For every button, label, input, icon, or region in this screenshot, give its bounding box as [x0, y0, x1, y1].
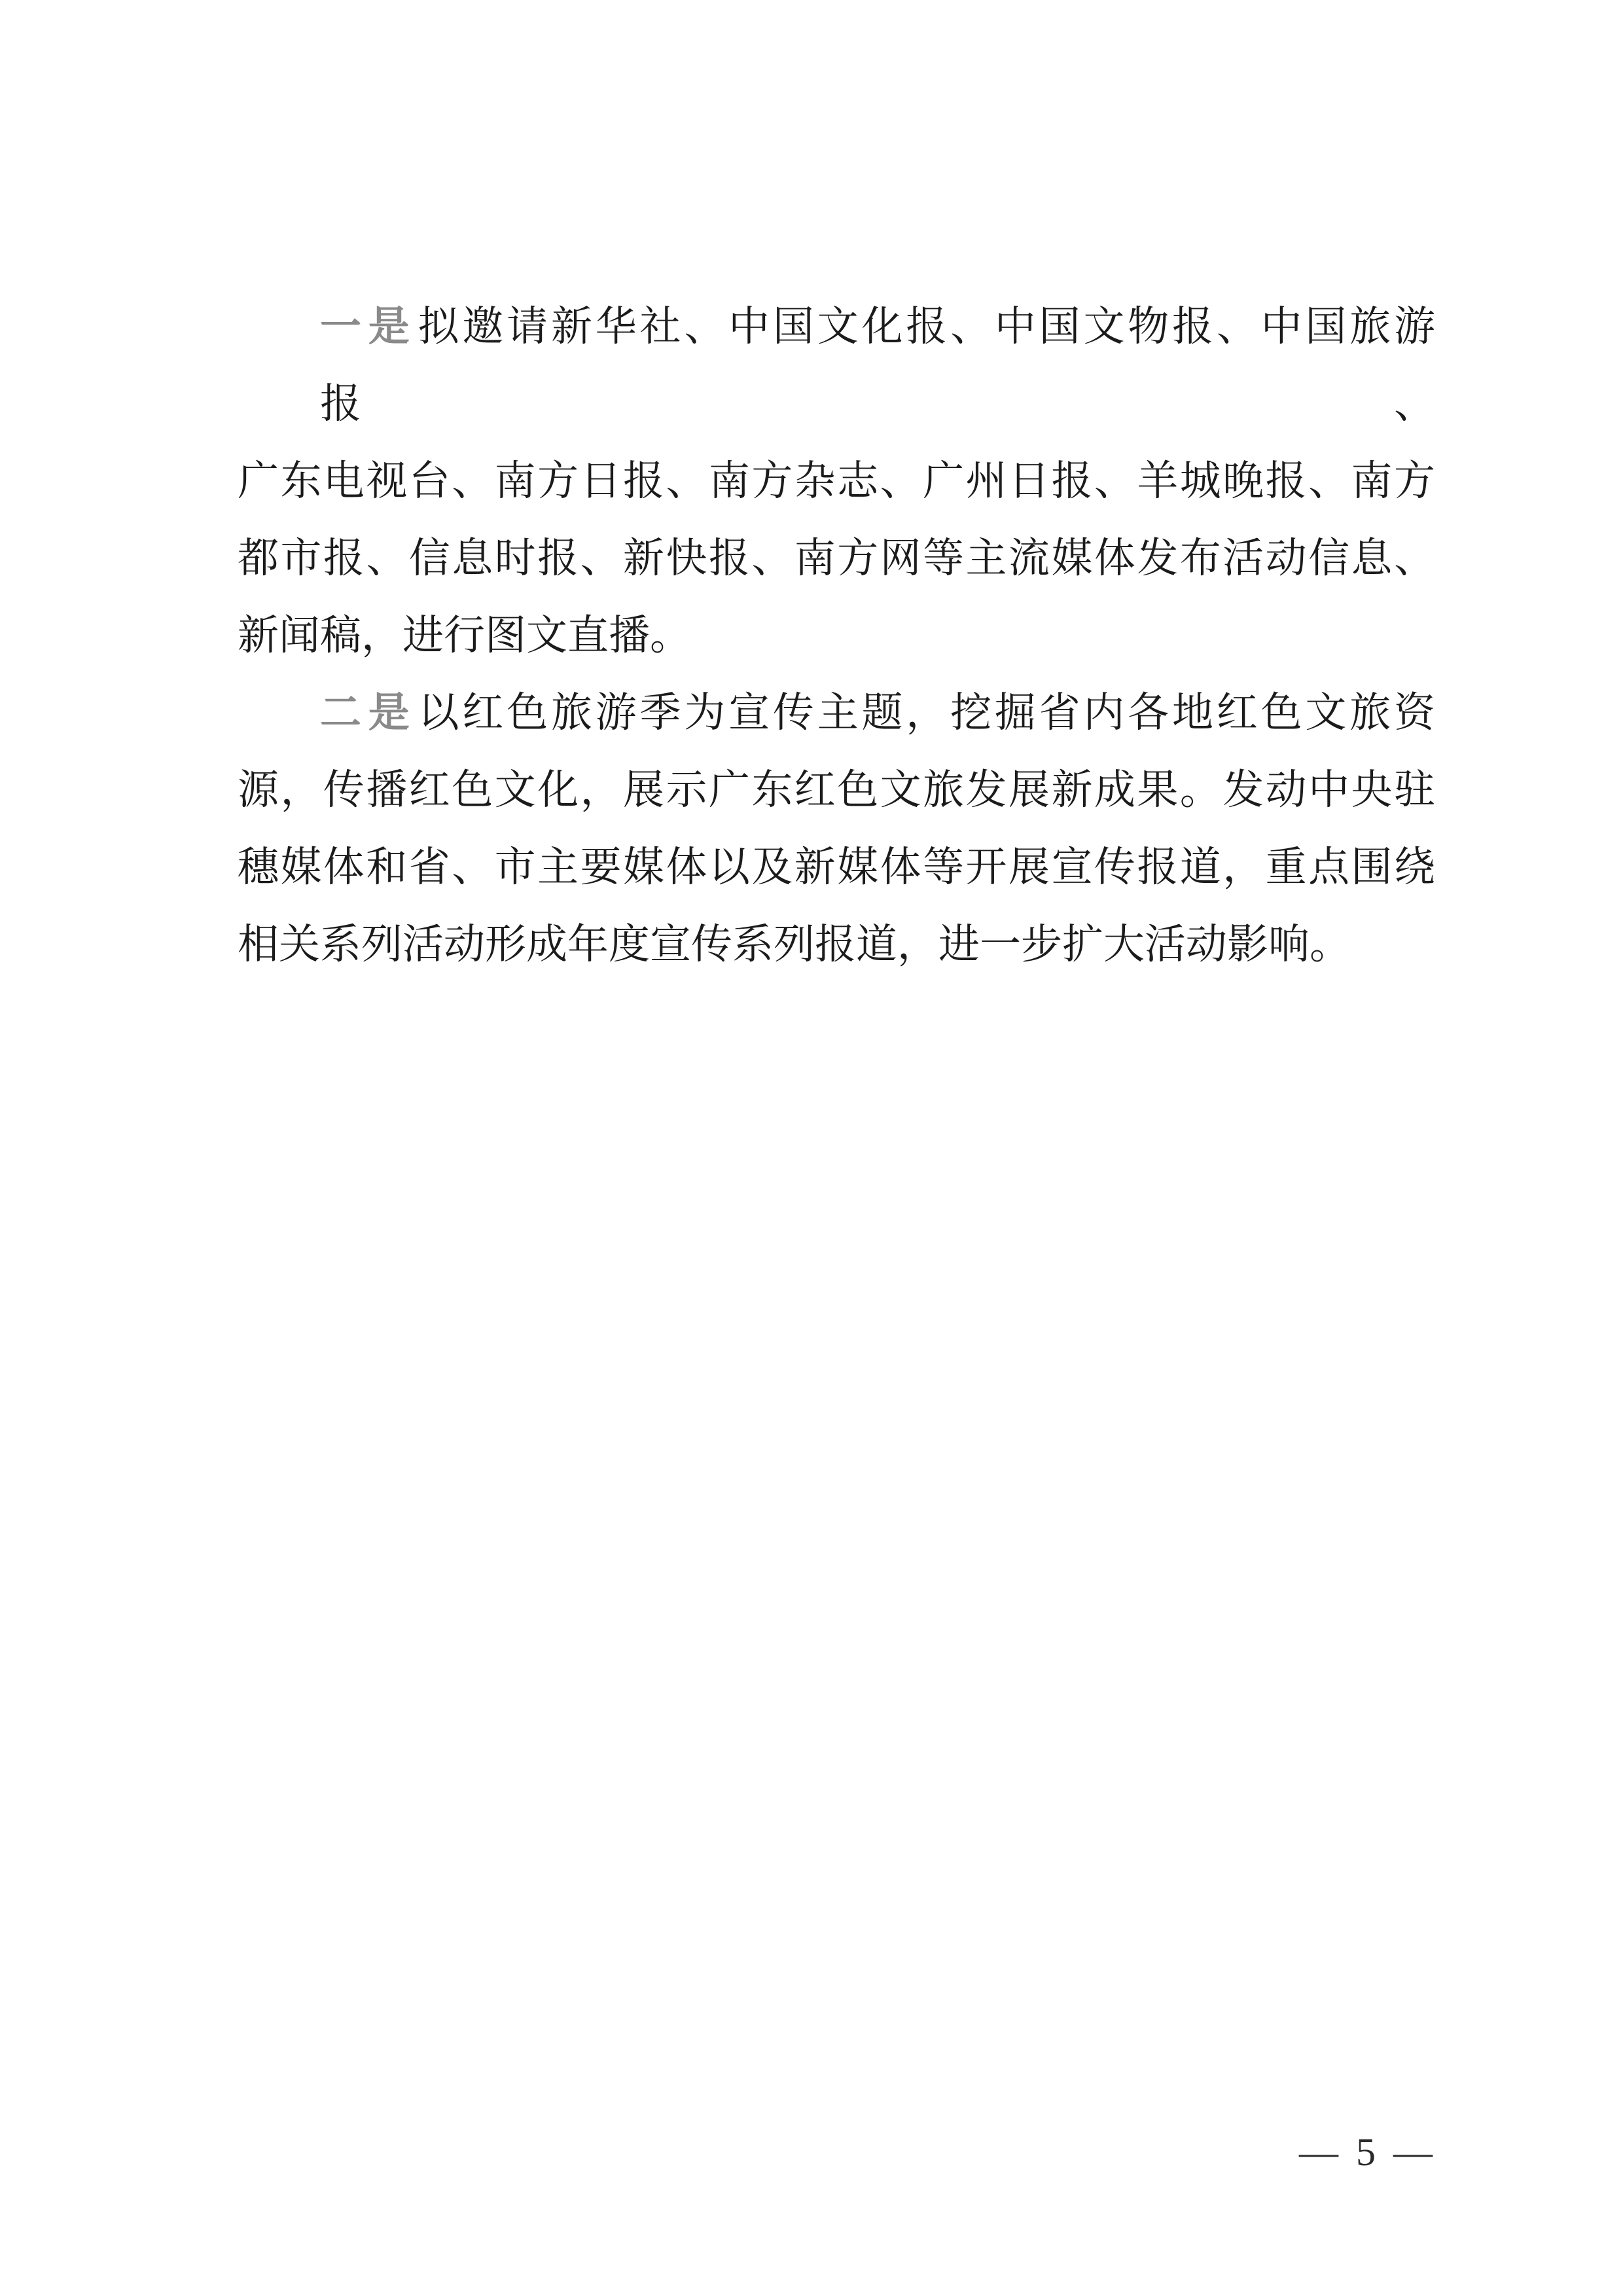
paragraph-2-line-1: 以红色旅游季为宣传主题，挖掘省内各地红色文旅资 — [418, 690, 1436, 736]
paragraph-2-line-3: 穗媒体和省、市主要媒体以及新媒体等开展宣传报道，重点围绕 — [238, 844, 1435, 890]
page-number: — 5 — — [1299, 2130, 1436, 2174]
document-body — [238, 288, 1435, 983]
paragraph-1-line-2: 广东电视台、南方日报、南方杂志、广州日报、羊城晚报、南方 — [238, 458, 1435, 504]
paragraph-1-line-1: 拟邀请新华社、中国文化报、中国文物报、中国旅游报、 — [320, 304, 1436, 427]
paragraph-2-lead: 二是 — [320, 690, 417, 736]
paragraph-1 — [238, 288, 1435, 674]
text-line — [238, 288, 1435, 442]
text-line — [238, 674, 1435, 751]
paragraph-1-lead: 一是 — [320, 304, 417, 350]
paragraph-2-line-2: 源，传播红色文化，展示广东红色文旅发展新成果。发动中央驻 — [238, 767, 1435, 813]
paragraph-1-line-3: 都市报、信息时报、新快报、南方网等主流媒体发布活动信息、 — [238, 535, 1435, 581]
paragraph-2-line-4: 相关系列活动形成年度宣传系列报道，进一步扩大活动影响。 — [238, 922, 1351, 967]
paragraph-1-line-4: 新闻稿，进行图文直播。 — [238, 613, 691, 658]
paragraph-2 — [238, 674, 1435, 983]
